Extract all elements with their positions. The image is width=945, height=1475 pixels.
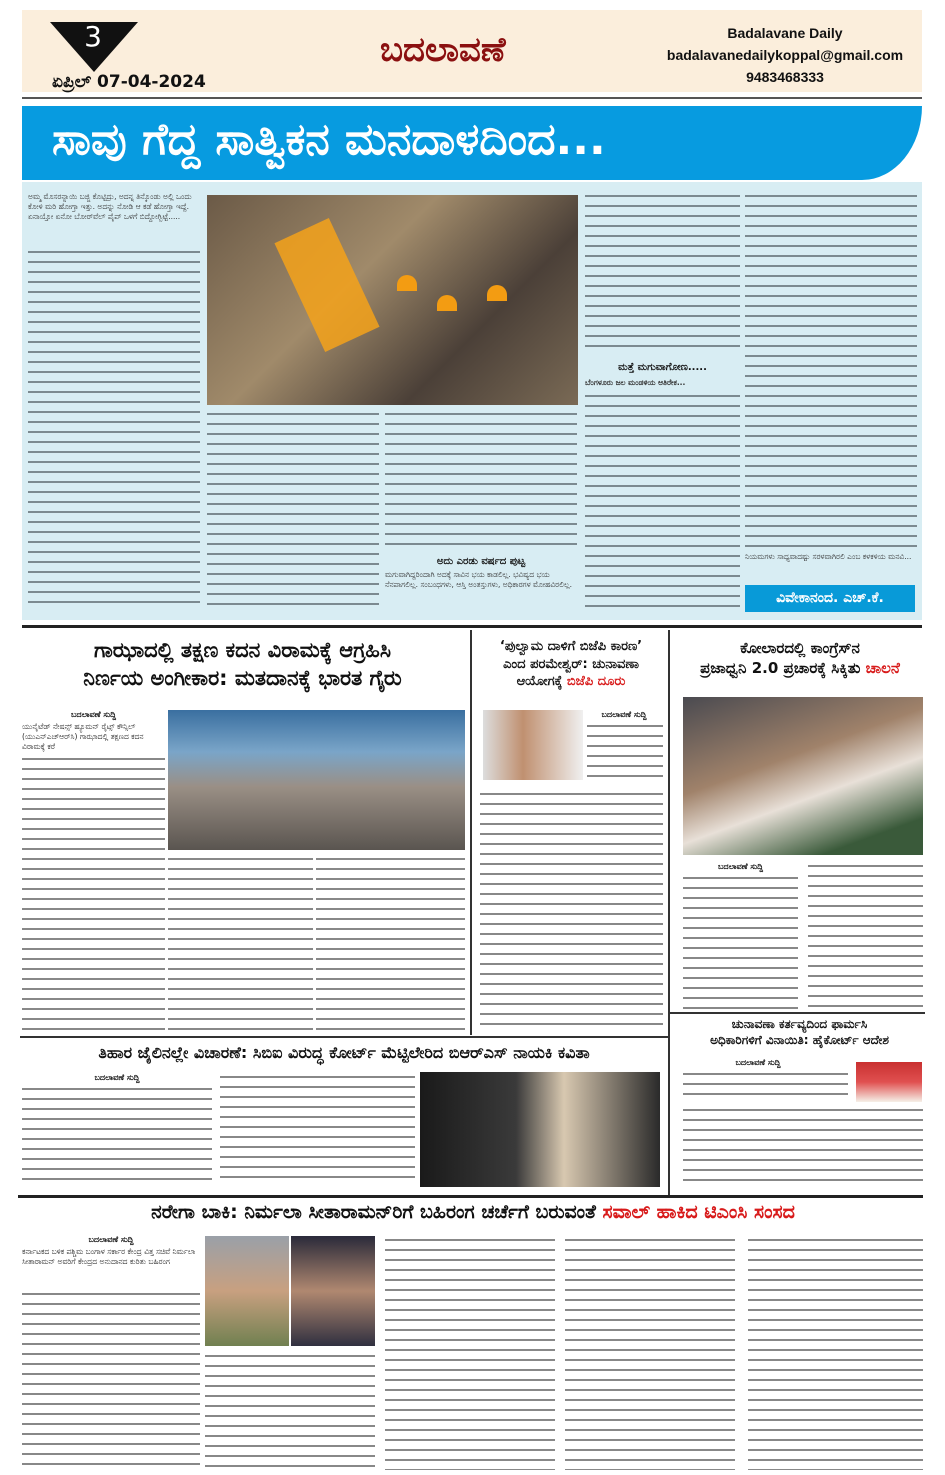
pulwama-headline-line1: ‘ಪುಲ್ವಾಮ ದಾಳಿಗೆ ಬಿಜೆಪಿ ಕಾರಣ’ (499, 639, 643, 654)
high-court-building-photo (856, 1062, 922, 1102)
gaza-body-col3 (316, 855, 465, 1030)
paper-name: Badalavane Daily (727, 25, 843, 41)
kavitha-dateline: ಬದಲಾವಣೆ ಸುದ್ದಿ (94, 1073, 140, 1082)
tmc-mp-photo (291, 1236, 375, 1346)
gaza-headline-line1: ಗಾಝಾದಲ್ಲಿ ತಕ್ಷಣ ಕದನ ವಿರಾಮಕ್ಕೆ ಆಗ್ರಹಿಸಿ (94, 638, 391, 662)
pulwama-headline-line2: ಎಂದ ಪರಮೇಶ್ವರ್: ಚುನಾವಣಾ (503, 656, 639, 672)
divider (18, 1195, 923, 1198)
kolar-headline-line2a: ಪ್ರಜಾಧ್ವನಿ 2.0 ಪ್ರಚಾರಕ್ಕೆ ಸಿಕ್ಕಿತು (700, 659, 866, 678)
nrega-body-col1 (22, 1290, 200, 1470)
parameshwar-photo (483, 710, 583, 780)
pulwama-body-a (587, 722, 663, 782)
divider (20, 1036, 668, 1038)
pulwama-body-b (480, 790, 663, 1030)
nrega-body-col3 (385, 1236, 555, 1470)
kolar-rally-photo (683, 697, 923, 855)
kavitha-body-col2 (220, 1073, 415, 1185)
email[interactable]: badalavanedailykoppal@gmail.com (666, 47, 904, 63)
highcourt-headline-line2: ಅಧಿಕಾರಿಗಳಿಗೆ ವಿನಾಯಿತಿ: ಹೈಕೋರ್ಟ್ ಆದೇಶ (710, 1033, 889, 1048)
kolar-headline-line2b: ಚಾಲನೆ (865, 659, 900, 678)
nrega-headline (18, 1200, 928, 1226)
nrega-intro: ಕರ್ನಾಟಕದ ಬಳಿಕ ಪಶ್ಚಿಮ ಬಂಗಾಳ ಸರ್ಕಾರ ಕೇಂದ್ರ ವಿತ್ತ ಸಚಿವೆ ನಿರ್ಮಲಾ ಸೀತಾರಾಮನ್ ಅವರಿಗೆ ಕೇಂದ್ರದ ಅನುದಾನದ ಕುರಿತು ಬಹಿರಂಗ (22, 1247, 196, 1266)
lead-body-col2a (207, 410, 379, 610)
gaza-body-col1 (22, 755, 165, 1030)
lead-body-col3b (585, 392, 740, 610)
gaza-headline (20, 636, 465, 693)
pulwama-headline-line3b: ಬಿಜೆಪಿ ದೂರು (566, 674, 626, 690)
lead-body-col1 (28, 248, 200, 608)
phone: 9483468333 (746, 69, 824, 85)
pulwama-dateline: ಬದಲಾವಣೆ ಸುದ್ದಿ (601, 710, 647, 719)
lead-body-col2b (385, 410, 577, 550)
page-number: 3 (84, 20, 102, 53)
kavitha-headline: ತಿಹಾರ ಜೈಲಿನಲ್ಲೇ ವಿಚಾರಣೆ: ಸಿಬಿಐ ವಿರುದ್ಧ ಕೋರ್ಟ್ ಮೆಟ್ಟಿಲೇರಿದ ಬಿಆರ್‌ಎಸ್ ನಾಯಕಿ ಕವಿತಾ (98, 1043, 590, 1062)
kolar-dateline: ಬದಲಾವಣೆ ಸುದ್ದಿ (717, 862, 764, 871)
lead-subhead-2: ಅದು ಎರಡು ವರ್ಷದ ಪುಟ್ಟ (436, 556, 526, 567)
divider (22, 97, 922, 99)
gaza-dateline: ಬದಲಾವಣೆ ಸುದ್ದಿ (70, 710, 117, 719)
lead-subhead-1: ಮತ್ತೆ ಮಗುವಾಗೋಣ..... (618, 362, 707, 373)
nrega-body-col4 (565, 1236, 735, 1470)
kolar-body-col2 (808, 862, 923, 1007)
pulwama-headline-line3a: ಆಯೋಗಕ್ಕೆ (516, 674, 567, 690)
rescue-photo (207, 195, 578, 405)
highcourt-body-b (683, 1106, 923, 1188)
divider (668, 630, 670, 1195)
kavitha-body-col1 (22, 1085, 212, 1185)
lead-subhead-2-text: ಮಗುವಾಗಿದ್ದರಿಂದಾಗಿ ಅದಕ್ಕೆ ಸಾವಿನ ಭಯ ಕಾಡಲಿಲ್ಲ. ಭವಿಷ್ಯದ ಭಯ ನೆನಪಾಗಲಿಲ್ಲ. ಸಂಬಂಧಗಳು, ಆಸ್ತಿ ಅಂತಸ್ತುಗಳು, ಅಧಿಕಾರಗಳ ಮೋಹವಿರಲಿಲ್ಲ. (385, 570, 573, 589)
kavitha-photo (420, 1072, 660, 1187)
highcourt-headline (672, 1016, 927, 1048)
contact-block (660, 22, 910, 88)
kolar-body-col1 (683, 874, 798, 1009)
kolar-headline (675, 638, 925, 679)
lead-intro: ಅಮ್ಮ ಮೊಸರನ್ನಾಯಿ ಬಜ್ಜಿ ಕೊಟ್ಟಿದ್ರು, ಅದನ್ನ ತಿನ್ಕೊಂಡು ಅಲ್ಲಿ ಒಂದು ಕೋಳಿ ಮರಿ ಹೋಗ್ತಾ ಇತ್ತು. ಅದನ್ನು ನೋಡಿ ಆ ಕಡೆ ಹೋಗ್ತಾ ಇದ್ದೆ. ಏನಾಯ್ತೋ ಏನೋ ಬೋರ್‌ವೆಲ್ ಪೈಪ್ ಒಳಗೆ ಬಿದ್ದೋಗ್ಬಿಟ್ಟೆ..... (28, 192, 192, 221)
gaza-intro: ಯುನೈಟೆಡ್ ನೇಷನ್ಸ್ ಹ್ಯೂಮನ್ ರೈಟ್ಸ್ ಕೌನ್ಸಿಲ್ (ಯುಎನ್‌ಎಚ್‌ಆರ್‌ಸಿ) ಗಾಝಾದಲ್ಲಿ ತಕ್ಷಣದ ಕದನ ವಿರಾಮಕ್ಕೆ ಕರೆ (22, 722, 144, 751)
nrega-body-col2 (205, 1352, 375, 1470)
kolar-headline-line1: ಕೋಲಾರದಲ್ಲಿ ಕಾಂಗ್ರೆಸ್‌ನ (740, 639, 860, 657)
nrega-headline-a: ನರೇಗಾ ಬಾಕಿ: ನಿರ್ಮಲಾ ಸೀತಾರಾಮನ್‌ರಿಗೆ ಬಹಿರಂಗ ಚರ್ಚೆಗೆ ಬರುವಂತೆ (151, 1201, 603, 1223)
lead-body-col4 (745, 192, 917, 547)
un-council-photo (168, 710, 465, 850)
nrega-body-col5 (748, 1236, 923, 1470)
gaza-headline-line2: ನಿರ್ಣಯ ಅಂಗೀಕಾರ: ಮತದಾನಕ್ಕೆ ಭಾರತ ಗೈರು (83, 666, 402, 691)
pulwama-headline (476, 638, 666, 691)
highcourt-body-a (683, 1070, 848, 1102)
highcourt-dateline: ಬದಲಾವಣೆ ಸುದ್ದಿ (735, 1058, 781, 1067)
divider (22, 625, 922, 628)
lead-headline: ಸಾವು ಗೆದ್ದ ಸಾತ್ವಿಕನ ಮನದಾಳದಿಂದ... (22, 106, 922, 180)
divider (470, 630, 472, 1035)
gaza-body-col2 (168, 855, 313, 1030)
lead-body-col3a (585, 192, 740, 354)
nrega-dateline: ಬದಲಾವಣೆ ಸುದ್ದಿ (88, 1235, 134, 1244)
issue-date: ಏಪ್ರಿಲ್ 07-04-2024 (52, 72, 206, 92)
highcourt-headline-line1: ಚುನಾವಣಾ ಕರ್ತವ್ಯದಿಂದ ಫಾರ್ಮಸಿ (731, 1017, 868, 1031)
sitharaman-photo (205, 1236, 289, 1346)
divider (670, 1012, 925, 1014)
lead-byline: ವಿವೇಕಾನಂದ. ಎಚ್.ಕೆ. (745, 585, 915, 612)
lead-col4-end: ನಿಯಮಗಳು ಸಾಧ್ಯವಾದಷ್ಟು ಸರಳವಾಗಿರಲಿ ಎಂಬ ಕಳಕಳಿಯ ಮನವಿ... (745, 552, 912, 561)
lead-subhead-1b: ಬೆಂಗಳೂರು ಜಲ ಮಂಡಳಿಯ ಆತಿರೇಕ... (585, 378, 686, 387)
newspaper-logo: ಬದಲಾವಣೆ (380, 30, 506, 70)
nrega-headline-b: ಸವಾಲ್ ಹಾಕಿದ ಟಿಎಂಸಿ ಸಂಸದ (602, 1201, 795, 1223)
